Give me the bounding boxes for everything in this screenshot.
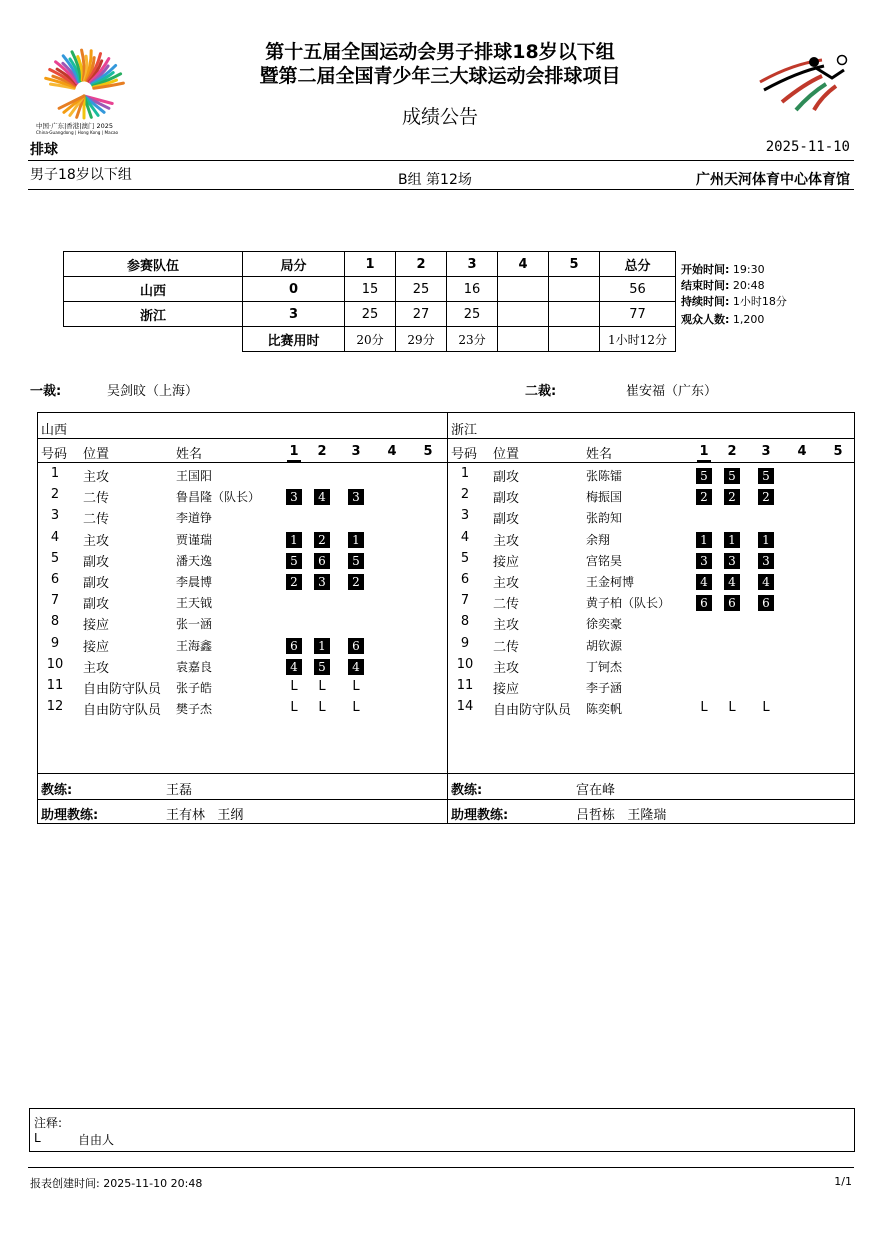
- player-position: 副攻: [83, 554, 110, 570]
- set-underline: [697, 460, 711, 462]
- player-number: 5: [50, 550, 60, 566]
- player-number: 7: [50, 593, 60, 609]
- note-value: 自由人: [78, 1133, 115, 1147]
- player-number: 3: [460, 508, 470, 524]
- page-subtitle: 成绩公告: [401, 106, 478, 128]
- player-number: 2: [50, 487, 60, 503]
- match-label: B组 第12场: [398, 172, 472, 188]
- set-duration: [549, 327, 600, 352]
- starting-rotation-box: 1: [314, 638, 330, 654]
- col-header-name: 姓名: [176, 447, 203, 462]
- player-position: 自由防守队员: [83, 682, 162, 697]
- divider: [28, 1167, 854, 1168]
- starting-rotation-box: 4: [696, 574, 712, 590]
- starting-rotation-box: 6: [758, 595, 774, 611]
- assistant-coach-label: 助理教练:: [41, 808, 99, 823]
- starting-rotation-box: 2: [724, 489, 740, 505]
- set-duration: 29分: [396, 327, 447, 352]
- first-referee-label: 一裁:: [30, 384, 62, 399]
- games-logo: [34, 28, 134, 136]
- player-name: 张韵知: [586, 511, 623, 526]
- player-name: 黄子柏（队长）: [586, 596, 671, 611]
- player-position: 副攻: [83, 597, 110, 613]
- player-position: 二传: [493, 597, 520, 613]
- player-number: 12: [46, 699, 64, 715]
- header-cell: 4: [498, 252, 549, 277]
- second-referee: 崔安福（广东）: [626, 384, 718, 399]
- set-score: [498, 277, 549, 302]
- starting-rotation-box: 3: [724, 553, 740, 569]
- first-referee: 吴剑旼（上海）: [107, 384, 199, 399]
- starting-rotation-box: 4: [724, 574, 740, 590]
- header-cell: 参赛队伍: [64, 252, 243, 277]
- starting-rotation-box: 1: [758, 532, 774, 548]
- libero-mark: L: [728, 700, 736, 716]
- starting-rotation-box: 3: [758, 553, 774, 569]
- set-duration: 23分: [447, 327, 498, 352]
- player-number: 1: [460, 466, 470, 481]
- duration-label: 比赛用时: [243, 327, 345, 352]
- player-name: 陈奕帆: [586, 702, 623, 717]
- col-header-name: 姓名: [586, 447, 613, 462]
- duration-row: [64, 327, 676, 352]
- player-position: 副攻: [493, 491, 520, 507]
- header-cell: 2: [396, 252, 447, 277]
- assistant-coach-names: 吕哲栋 王隆瑞: [576, 808, 667, 823]
- player-number: 11: [456, 678, 474, 693]
- starting-rotation-box: 5: [314, 659, 330, 675]
- set-duration: [498, 327, 549, 352]
- roster-panel: [37, 412, 855, 824]
- player-number: 8: [50, 614, 60, 630]
- player-number: 10: [456, 656, 474, 672]
- match-date: 2025-11-10: [765, 139, 850, 155]
- sport-label: 排球: [30, 142, 58, 158]
- player-name: 王国阳: [176, 469, 213, 483]
- player-number: 11: [46, 678, 64, 693]
- assistant-coach-label: 助理教练:: [451, 808, 509, 823]
- player-position: 接应: [83, 639, 110, 655]
- starting-rotation-box: 4: [314, 489, 330, 505]
- set-score: 25: [447, 302, 498, 327]
- roster-team-name: 山西: [41, 423, 68, 438]
- col-header-num: 号码: [41, 447, 68, 462]
- category-label: 男子18岁以下组: [30, 167, 132, 183]
- score-table: [63, 251, 676, 352]
- starting-rotation-box: 6: [286, 638, 302, 654]
- starting-rotation-box: 1: [348, 532, 364, 548]
- player-name: 李道铮: [176, 511, 213, 526]
- title-line1: 第十五届全国运动会男子排球18岁以下组: [265, 41, 615, 63]
- player-name: 徐奕豪: [586, 617, 623, 632]
- starting-rotation-box: 5: [758, 468, 774, 484]
- player-position: 主攻: [83, 660, 110, 676]
- player-number: 5: [460, 550, 470, 566]
- player-position: 接应: [83, 618, 110, 634]
- col-header-set: 1: [289, 444, 299, 459]
- set-underline: [287, 460, 301, 462]
- player-name: 李晨博: [176, 575, 213, 589]
- player-position: 主攻: [493, 618, 520, 634]
- left-team-roster: [38, 413, 447, 825]
- player-name: 张一涵: [176, 617, 213, 632]
- libero-mark: L: [352, 700, 360, 716]
- assistant-coach-names: 王有林 王纲: [166, 808, 244, 823]
- player-name: 王金柯博: [586, 575, 635, 589]
- report-created: 报表创建时间: 2025-11-10 20:48: [30, 1177, 203, 1190]
- col-header-set: 3: [351, 444, 361, 459]
- player-name: 王天钺: [176, 596, 213, 611]
- player-name: 鲁昌隆（队长）: [176, 490, 261, 505]
- starting-rotation-box: 2: [314, 532, 330, 548]
- player-number: 4: [460, 529, 470, 545]
- player-name: 余翔: [586, 532, 611, 547]
- player-number: 8: [460, 614, 470, 630]
- player-position: 接应: [493, 682, 520, 697]
- header-cell: 3: [447, 252, 498, 277]
- header-cell: 局分: [243, 252, 345, 277]
- starting-rotation-box: 5: [696, 468, 712, 484]
- player-position: 副攻: [83, 576, 110, 591]
- sets-won: 3: [243, 302, 345, 327]
- set-score: 27: [396, 302, 447, 327]
- player-name: 张陈镭: [586, 469, 623, 483]
- player-position: 主攻: [83, 533, 110, 549]
- starting-rotation-box: 6: [348, 638, 364, 654]
- end-time: 结束时间: 20:48: [681, 279, 765, 292]
- starting-rotation-box: 6: [314, 553, 330, 569]
- set-score: 16: [447, 277, 498, 302]
- player-number: 7: [460, 593, 470, 609]
- total-duration: 1小时12分: [600, 327, 676, 352]
- starting-rotation-box: 1: [696, 532, 712, 548]
- starting-rotation-box: 4: [348, 659, 364, 675]
- player-name: 樊子杰: [176, 702, 213, 717]
- player-name: 丁钶杰: [586, 659, 623, 674]
- total-score: 77: [600, 302, 676, 327]
- player-number: 4: [50, 529, 60, 545]
- player-position: 副攻: [493, 512, 520, 528]
- logo-subtext: China·Guangdong | Hong Kong | Macao: [36, 130, 119, 135]
- divider: [28, 189, 854, 190]
- coach-label: 教练:: [451, 783, 483, 798]
- player-number: 2: [460, 487, 470, 503]
- libero-mark: L: [352, 679, 360, 694]
- starting-rotation-box: 2: [758, 489, 774, 505]
- starting-rotation-box: 4: [286, 659, 302, 675]
- total-score: 56: [600, 277, 676, 302]
- starting-rotation-box: 5: [724, 468, 740, 484]
- duration: 持续时间: 1小时18分: [681, 295, 787, 308]
- divider: [28, 160, 854, 161]
- player-position: 自由防守队员: [493, 703, 572, 719]
- col-header-set: 2: [727, 444, 737, 459]
- starting-rotation-box: 1: [286, 532, 302, 548]
- player-name: 潘天逸: [176, 553, 213, 568]
- player-position: 主攻: [493, 533, 520, 549]
- player-position: 主攻: [493, 576, 520, 591]
- set-score: [549, 302, 600, 327]
- coach-label: 教练:: [41, 783, 73, 798]
- set-score: 25: [396, 277, 447, 302]
- col-header-set: 5: [423, 444, 433, 459]
- player-number: 1: [50, 466, 60, 481]
- libero-mark: L: [318, 679, 326, 694]
- player-position: 二传: [83, 491, 110, 507]
- header-cell: 总分: [600, 252, 676, 277]
- starting-rotation-box: 5: [286, 553, 302, 569]
- player-position: 主攻: [83, 470, 110, 485]
- coach-name: 宫在峰: [576, 783, 616, 798]
- starting-rotation-box: 5: [348, 553, 364, 569]
- player-position: 二传: [493, 639, 520, 655]
- col-header-pos: 位置: [83, 447, 110, 462]
- player-number: 3: [50, 508, 60, 524]
- player-position: 主攻: [493, 660, 520, 676]
- starting-rotation-box: 2: [348, 574, 364, 590]
- starting-rotation-box: 3: [286, 489, 302, 505]
- player-position: 自由防守队员: [83, 703, 162, 719]
- player-position: 接应: [493, 554, 520, 570]
- starting-rotation-box: 3: [348, 489, 364, 505]
- libero-mark: L: [762, 700, 770, 716]
- team-name: 山西: [64, 277, 243, 302]
- attendance: 观众人数: 1,200: [681, 313, 765, 326]
- libero-mark: L: [318, 700, 326, 716]
- notes-box: [29, 1108, 855, 1152]
- player-position: 二传: [83, 512, 110, 528]
- sets-won: 0: [243, 277, 345, 302]
- second-referee-label: 二裁:: [525, 384, 557, 399]
- col-header-set: 3: [761, 444, 771, 459]
- starting-rotation-box: 1: [724, 532, 740, 548]
- starting-rotation-box: 3: [696, 553, 712, 569]
- col-header-pos: 位置: [493, 447, 520, 462]
- page-number: 1/1: [834, 1175, 852, 1188]
- starting-rotation-box: 6: [724, 595, 740, 611]
- volleyball-pictogram-icon: [752, 52, 852, 114]
- player-number: 6: [50, 572, 60, 587]
- starting-rotation-box: 3: [314, 574, 330, 590]
- player-number: 9: [460, 635, 470, 651]
- set-score: 25: [345, 302, 396, 327]
- score-row-team1: [64, 277, 676, 302]
- venue-label: 广州天河体育中心体育馆: [696, 172, 850, 188]
- libero-mark: L: [700, 700, 708, 716]
- player-name: 宫铭昊: [586, 553, 623, 568]
- set-score: [549, 277, 600, 302]
- player-number: 6: [460, 572, 470, 587]
- col-header-num: 号码: [451, 447, 478, 462]
- player-number: 9: [50, 635, 60, 651]
- set-score: 15: [345, 277, 396, 302]
- player-name: 袁嘉良: [176, 659, 213, 674]
- note-key: L: [34, 1131, 41, 1145]
- col-header-set: 5: [833, 444, 843, 459]
- score-row-team2: [64, 302, 676, 327]
- player-name: 贾谨瑞: [176, 532, 213, 547]
- col-header-set: 1: [699, 444, 709, 459]
- logo-text: 中国·广东|香港|澳门 2025: [36, 122, 114, 130]
- player-position: 副攻: [493, 470, 520, 485]
- coach-name: 王磊: [166, 783, 193, 798]
- roster-team-name: 浙江: [451, 423, 478, 438]
- starting-rotation-box: 2: [696, 489, 712, 505]
- col-header-set: 4: [797, 444, 807, 459]
- header-cell: 1: [345, 252, 396, 277]
- player-name: 胡钦源: [586, 638, 623, 653]
- title-line2: 暨第二届全国青少年三大球运动会排球项目: [259, 65, 621, 87]
- team-name: 浙江: [64, 302, 243, 327]
- col-header-set: 4: [387, 444, 397, 459]
- start-time: 开始时间: 19:30: [681, 263, 765, 276]
- set-score: [498, 302, 549, 327]
- set-duration: 20分: [345, 327, 396, 352]
- score-header-row: [64, 252, 676, 277]
- starting-rotation-box: 2: [286, 574, 302, 590]
- right-team-roster: [448, 413, 856, 825]
- libero-mark: L: [290, 700, 298, 716]
- notes-label: 注释:: [34, 1116, 63, 1130]
- player-name: 梅振国: [586, 490, 623, 505]
- player-number: 10: [46, 656, 64, 672]
- header-cell: 5: [549, 252, 600, 277]
- col-header-set: 2: [317, 444, 327, 459]
- player-name: 李子涵: [586, 681, 623, 695]
- empty-cell: [64, 327, 243, 352]
- starting-rotation-box: 4: [758, 574, 774, 590]
- player-number: 14: [456, 699, 474, 715]
- player-name: 张子皓: [176, 681, 213, 695]
- player-name: 王海鑫: [176, 638, 213, 653]
- starting-rotation-box: 6: [696, 595, 712, 611]
- libero-mark: L: [290, 679, 298, 694]
